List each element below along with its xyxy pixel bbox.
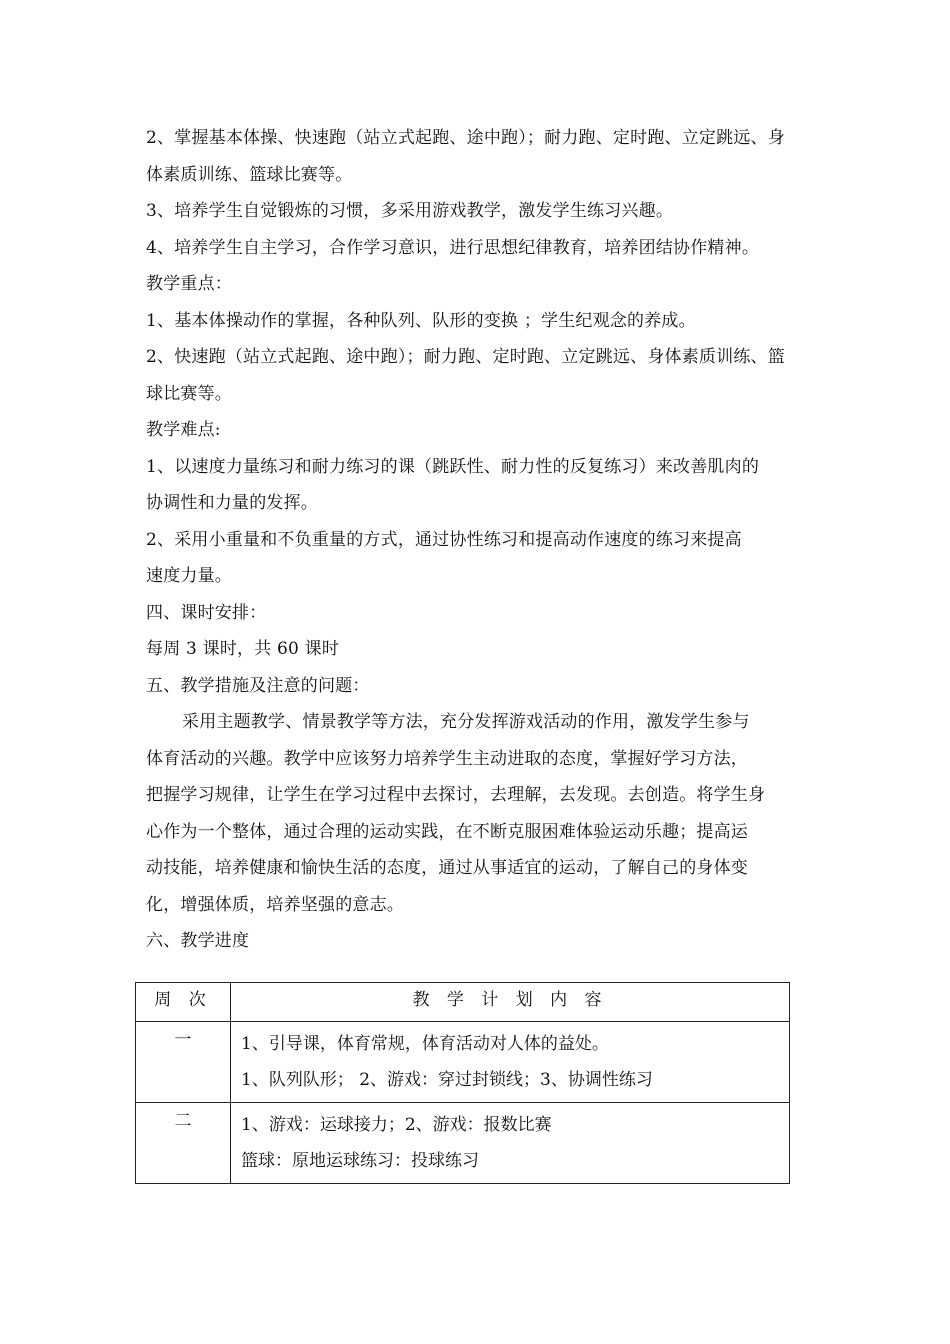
content-line: 1、游戏：运球接力；2、游戏：报数比赛 bbox=[241, 1115, 552, 1135]
goal-2-line-1: 2、掌握基本体操、快速跑（站立式起跑、途中跑）；耐力跑、定时跑、立定跳远、身 bbox=[146, 128, 785, 148]
section-6-heading: 六、教学进度 bbox=[146, 931, 250, 951]
goal-2-line-2: 体素质训练、篮球比赛等。 bbox=[146, 164, 353, 185]
measures-paragraph-line-3: 把握学习规律，让学生在学习过程中去探讨，去理解，去发现。去创造。将学生身 bbox=[146, 785, 766, 805]
content-column-header: 教 学 计 划 内 容 bbox=[231, 983, 790, 1022]
measures-paragraph-line-1: 采用主题教学、情景教学等方法，充分发挥游戏活动的作用，激发学生参与 bbox=[182, 712, 750, 732]
content-line: 篮球：原地运球练习：投球练习 bbox=[241, 1151, 479, 1171]
difficulty-2-line-2: 速度力量。 bbox=[146, 566, 232, 586]
goal-4: 4、培养学生自主学习，合作学习意识，进行思想纪律教育，培养团结协作精神。 bbox=[146, 237, 760, 258]
section-4-heading: 四、课时安排： bbox=[146, 602, 267, 623]
measures-paragraph-line-4: 心作为一个整体，通过合理的运动实践，在不断克服困难体验运动乐趣；提高运 bbox=[146, 821, 748, 842]
table-row bbox=[136, 1022, 790, 1103]
week-cell: 一 bbox=[136, 1022, 231, 1103]
content-cell bbox=[231, 1022, 790, 1103]
goal-3: 3、培养学生自觉锻炼的习惯，多采用游戏教学，激发学生练习兴趣。 bbox=[146, 201, 674, 221]
table-header-row bbox=[136, 983, 790, 1022]
table-row bbox=[136, 1103, 790, 1184]
key-point-2-line-2: 球比赛等。 bbox=[146, 383, 232, 404]
key-points-heading: 教学重点： bbox=[146, 274, 232, 294]
difficulty-1-line-2: 协调性和力量的发挥。 bbox=[146, 493, 318, 513]
week-cell: 二 bbox=[136, 1103, 231, 1184]
key-point-2-line-1: 2、快速跑（站立式起跑、途中跑）；耐力跑、定时跑、立定跳远、身体素质训练、篮 bbox=[146, 347, 785, 367]
document-body bbox=[146, 120, 814, 960]
difficulties-heading: 教学难点: bbox=[146, 420, 221, 440]
measures-paragraph-line-2: 体育活动的兴趣。教学中应该努力培养学生主动进取的态度，掌握好学习方法， bbox=[146, 748, 748, 769]
key-point-1: 1、基本体操动作的掌握，各种队列、队形的变换 ；学生纪观念的养成。 bbox=[146, 310, 696, 331]
content-line: 1、队列队形； 2、游戏：穿过封锁线；3、协调性练习 bbox=[241, 1070, 653, 1090]
teaching-schedule-table bbox=[135, 982, 790, 1184]
section-5-heading: 五、教学措施及注意的问题： bbox=[146, 675, 370, 696]
measures-paragraph-line-5: 动技能，培养健康和愉快生活的态度，通过从事适宜的运动，了解自己的身体变 bbox=[146, 858, 748, 878]
content-cell bbox=[231, 1103, 790, 1184]
schedule-text: 每周 3 课时，共 60 课时 bbox=[146, 639, 340, 659]
difficulty-1-line-1: 1、以速度力量练习和耐力练习的课（跳跃性、耐力性的反复练习）来改善肌肉的 bbox=[146, 456, 760, 477]
difficulty-2-line-1: 2、采用小重量和不负重量的方式，通过协性练习和提高动作速度的练习来提高 bbox=[146, 529, 742, 550]
measures-paragraph-line-6: 化，增强体质，培养坚强的意志。 bbox=[146, 894, 404, 915]
content-line: 1、引导课，体育常规，体育活动对人体的益处。 bbox=[241, 1034, 609, 1054]
week-column-header: 周 次 bbox=[136, 983, 231, 1022]
